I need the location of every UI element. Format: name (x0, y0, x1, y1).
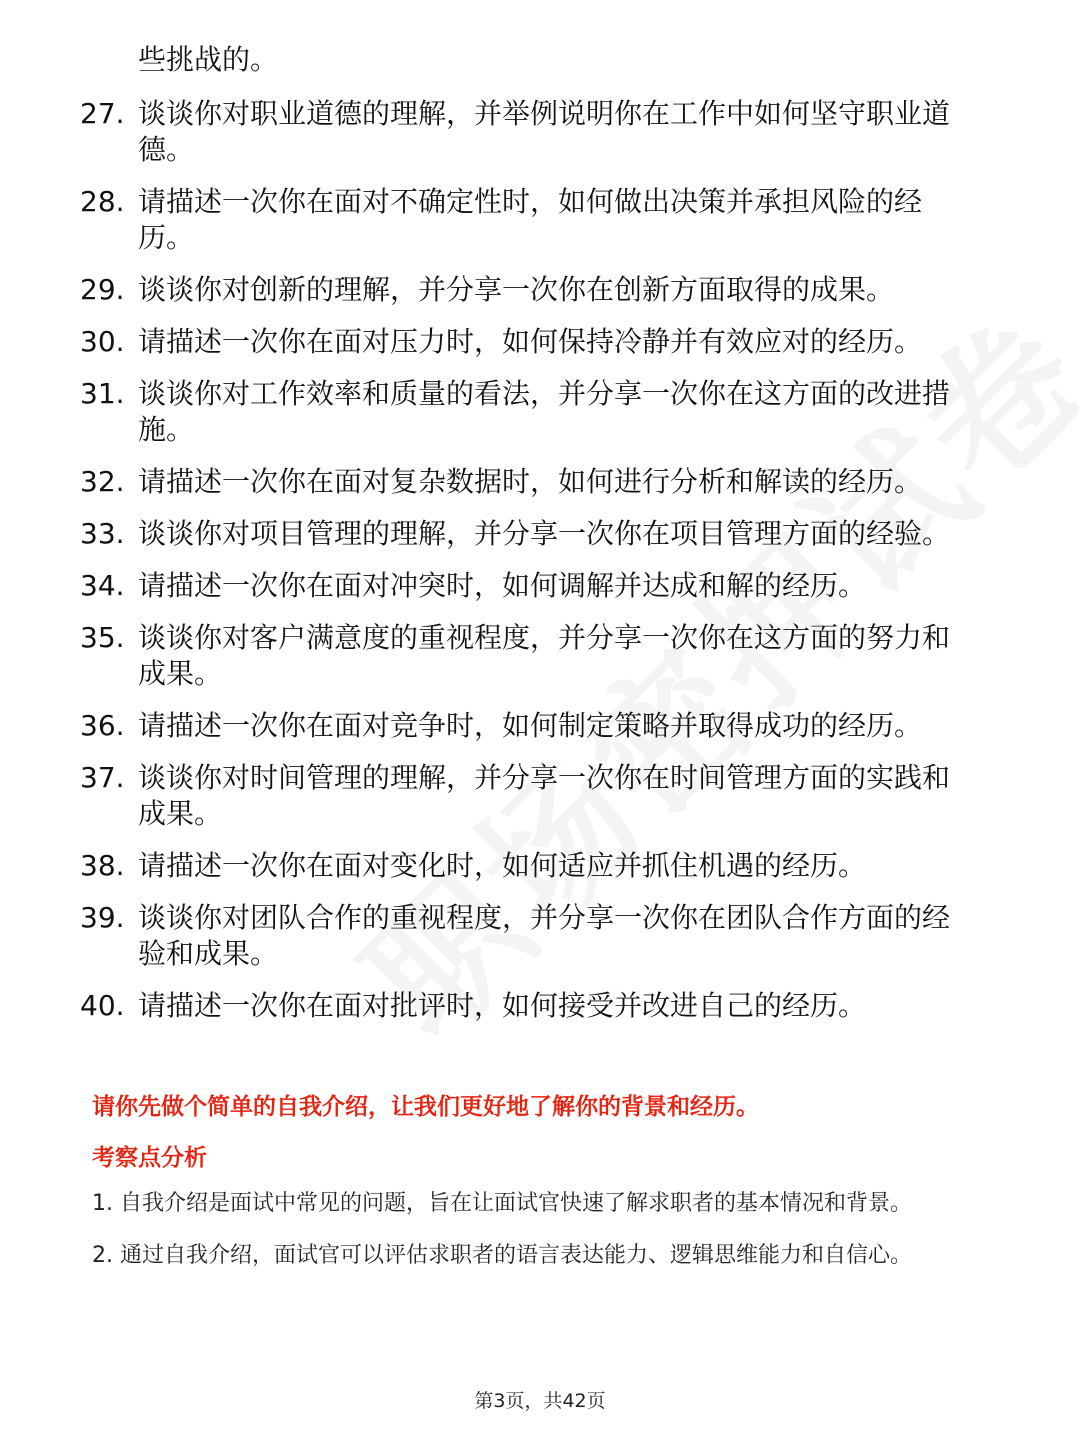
question-item (0, 848, 1080, 884)
question-text: 谈谈你对项目管理的理解，并分享一次你在项目管理方面的经验。 (138, 517, 951, 550)
question-text: 谈谈你对团队合作的重视程度，并分享一次你在团队合作方面的经验和成果。 (138, 901, 951, 970)
section-question-title: 请你先做个简单的自我介绍，让我们更好地了解你的背景和经历。 (92, 1094, 759, 1120)
question-number: 29. (80, 273, 125, 306)
question-text: 请描述一次你在面对竞争时，如何制定策略并取得成功的经历。 (138, 709, 923, 742)
question-number: 35. (80, 621, 125, 654)
analysis-heading: 考察点分析 (92, 1145, 207, 1171)
question-text: 请描述一次你在面对冲突时，如何调解并达成和解的经历。 (138, 569, 867, 602)
question-item (0, 464, 1080, 500)
analysis-body (92, 1180, 972, 1284)
question-text: 谈谈你对职业道德的理解，并举例说明你在工作中如何坚守职业道德。 (138, 97, 951, 166)
question-number: 37. (80, 761, 125, 794)
question-number: 27. (80, 97, 125, 130)
question-number: 30. (80, 325, 125, 358)
analysis-point: 1. 自我介绍是面试中常见的问题，旨在让面试官快速了解求职者的基本情况和背景。 (92, 1191, 912, 1216)
question-text: 请描述一次你在面对复杂数据时，如何进行分析和解读的经历。 (138, 465, 923, 498)
question-number: 39. (80, 901, 125, 934)
question-item (0, 272, 1080, 308)
question-number: 28. (80, 185, 125, 218)
question-item (0, 516, 1080, 552)
question-item (0, 708, 1080, 744)
page-footer: 第3页，共42页 (474, 1390, 606, 1412)
question-item (0, 620, 1080, 692)
analysis-point: 2. 通过自我介绍，面试官可以评估求职者的语言表达能力、逻辑思维能力和自信心。 (92, 1243, 912, 1268)
question-text: 谈谈你对工作效率和质量的看法，并分享一次你在这方面的改进措施。 (138, 377, 951, 446)
question-text: 谈谈你对创新的理解，并分享一次你在创新方面取得的成果。 (138, 273, 895, 306)
question-text: 谈谈你对客户满意度的重视程度，并分享一次你在这方面的努力和成果。 (138, 621, 951, 690)
question-number: 36. (80, 709, 125, 742)
continuation-text: 些挑战的。 (138, 43, 279, 76)
question-item (0, 900, 1080, 972)
question-item (0, 184, 1080, 256)
question-number: 33. (80, 517, 125, 550)
question-number: 31. (80, 377, 125, 410)
question-number: 32. (80, 465, 125, 498)
question-item (0, 324, 1080, 360)
question-number: 38. (80, 849, 125, 882)
question-item (0, 988, 1080, 1024)
question-text: 请描述一次你在面对变化时，如何适应并抓住机遇的经历。 (138, 849, 867, 882)
question-item (0, 760, 1080, 832)
question-text: 请描述一次你在面对不确定性时，如何做出决策并承担风险的经历。 (138, 185, 923, 254)
question-text: 请描述一次你在面对压力时，如何保持冷静并有效应对的经历。 (138, 325, 923, 358)
question-text: 谈谈你对时间管理的理解，并分享一次你在时间管理方面的实践和成果。 (138, 761, 951, 830)
question-item (0, 96, 1080, 168)
question-item (0, 568, 1080, 604)
question-number: 40. (80, 989, 125, 1022)
question-list (0, 96, 1080, 1040)
question-number: 34. (80, 569, 125, 602)
question-item (0, 376, 1080, 448)
question-text: 请描述一次你在面对批评时，如何接受并改进自己的经历。 (138, 989, 867, 1022)
